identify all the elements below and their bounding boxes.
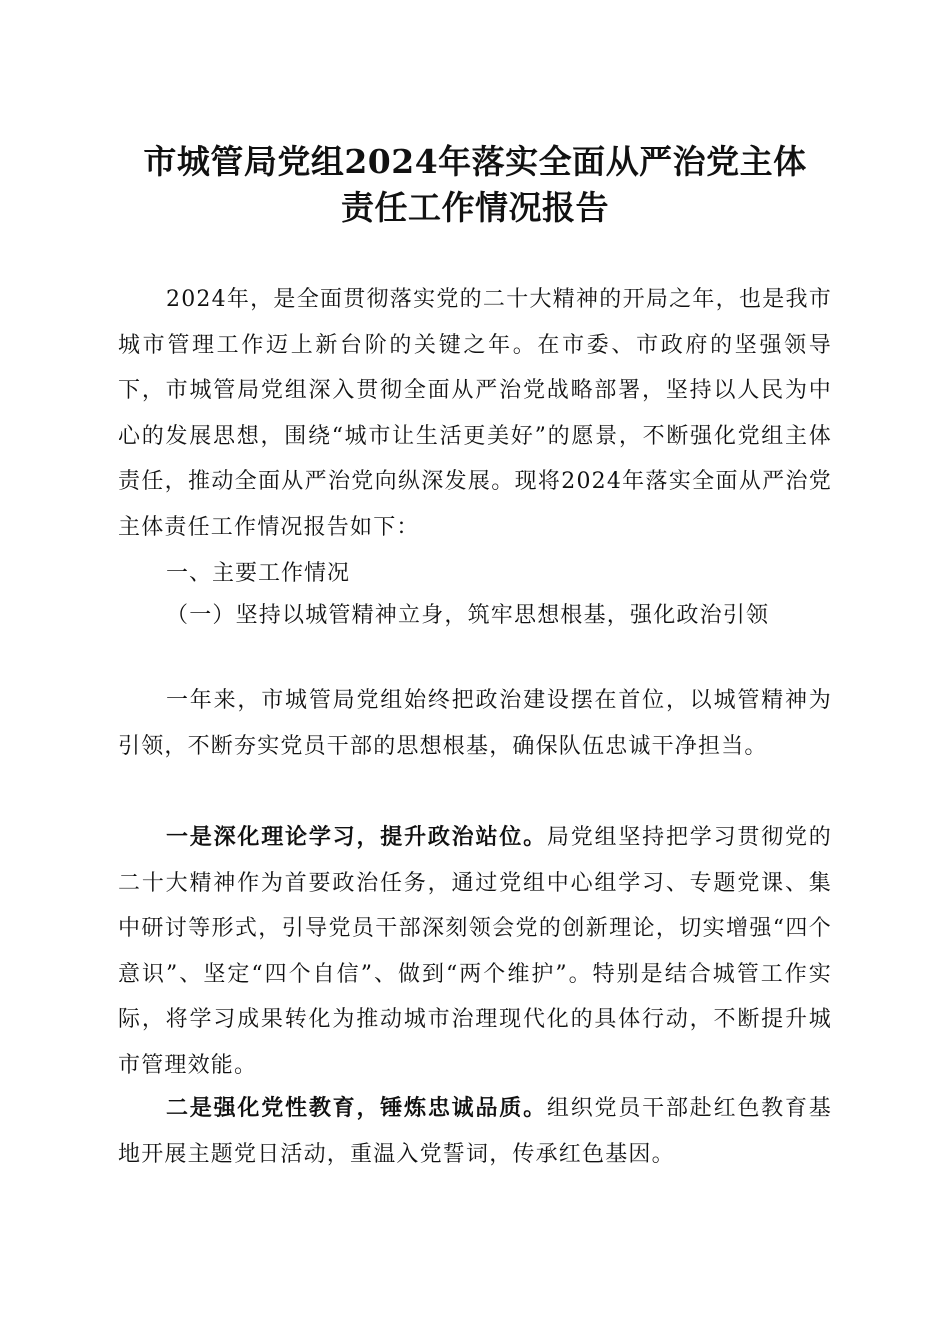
point-two-paragraph — [118, 1086, 832, 1177]
intro-paragraph: 2024年，是全面贯彻落实党的二十大精神的开局之年，也是我市城市管理工作迈上新台阶的关键之年。在市委、市政府的坚强领导下，市城管局党组深入贯彻全面从严治党战略部署，坚持以人民为中心的发展思想，围绕“城市让生活更美好”的愿景，不断强化党组主体责任，推动全面从严治党向纵深发展。现将2024年落实全面从严治党主体责任工作情况报告如下： — [118, 287, 832, 540]
subsection-heading: （一）坚持以城管精神立身，筑牢思想根基，强化政治引领 — [166, 603, 770, 628]
point-two-lead: 二是强化党性教育，锤炼忠诚品质。 — [166, 1095, 547, 1121]
document-title-line-2: 责任工作情况报告 — [341, 188, 609, 227]
point-two-text: 组织党员干部赴红色教育基地开展主题党日活动，重温入党誓词，传承红色基因。 — [118, 1096, 833, 1167]
point-one-paragraph — [118, 815, 832, 1088]
section-heading: 一、主要工作情况 — [166, 561, 351, 586]
point-one-text: 局党组坚持把学习贯彻党的二十大精神作为首要政治任务，通过党组中心组学习、专题党课、集中研讨等形式，引导党员干部深刻领会党的创新理论，切实增强“四个意识”、坚定“四个自信”、做到“两个维护”。特别是结合城管工作实际，将学习成果转化为推动城市治理现代化的具体行动，不断提升城市管理效能。 — [118, 825, 833, 1078]
document-title-line-1: 市城管局党组2024年落实全面从严治党主体 — [143, 142, 807, 181]
subsection-intro-paragraph: 一年来，市城管局党组始终把政治建设摆在首位，以城管精神为引领，不断夯实党员干部的思想根基，确保队伍忠诚干净担当。 — [118, 688, 832, 759]
point-one-lead: 一是深化理论学习，提升政治站位。 — [166, 824, 547, 850]
